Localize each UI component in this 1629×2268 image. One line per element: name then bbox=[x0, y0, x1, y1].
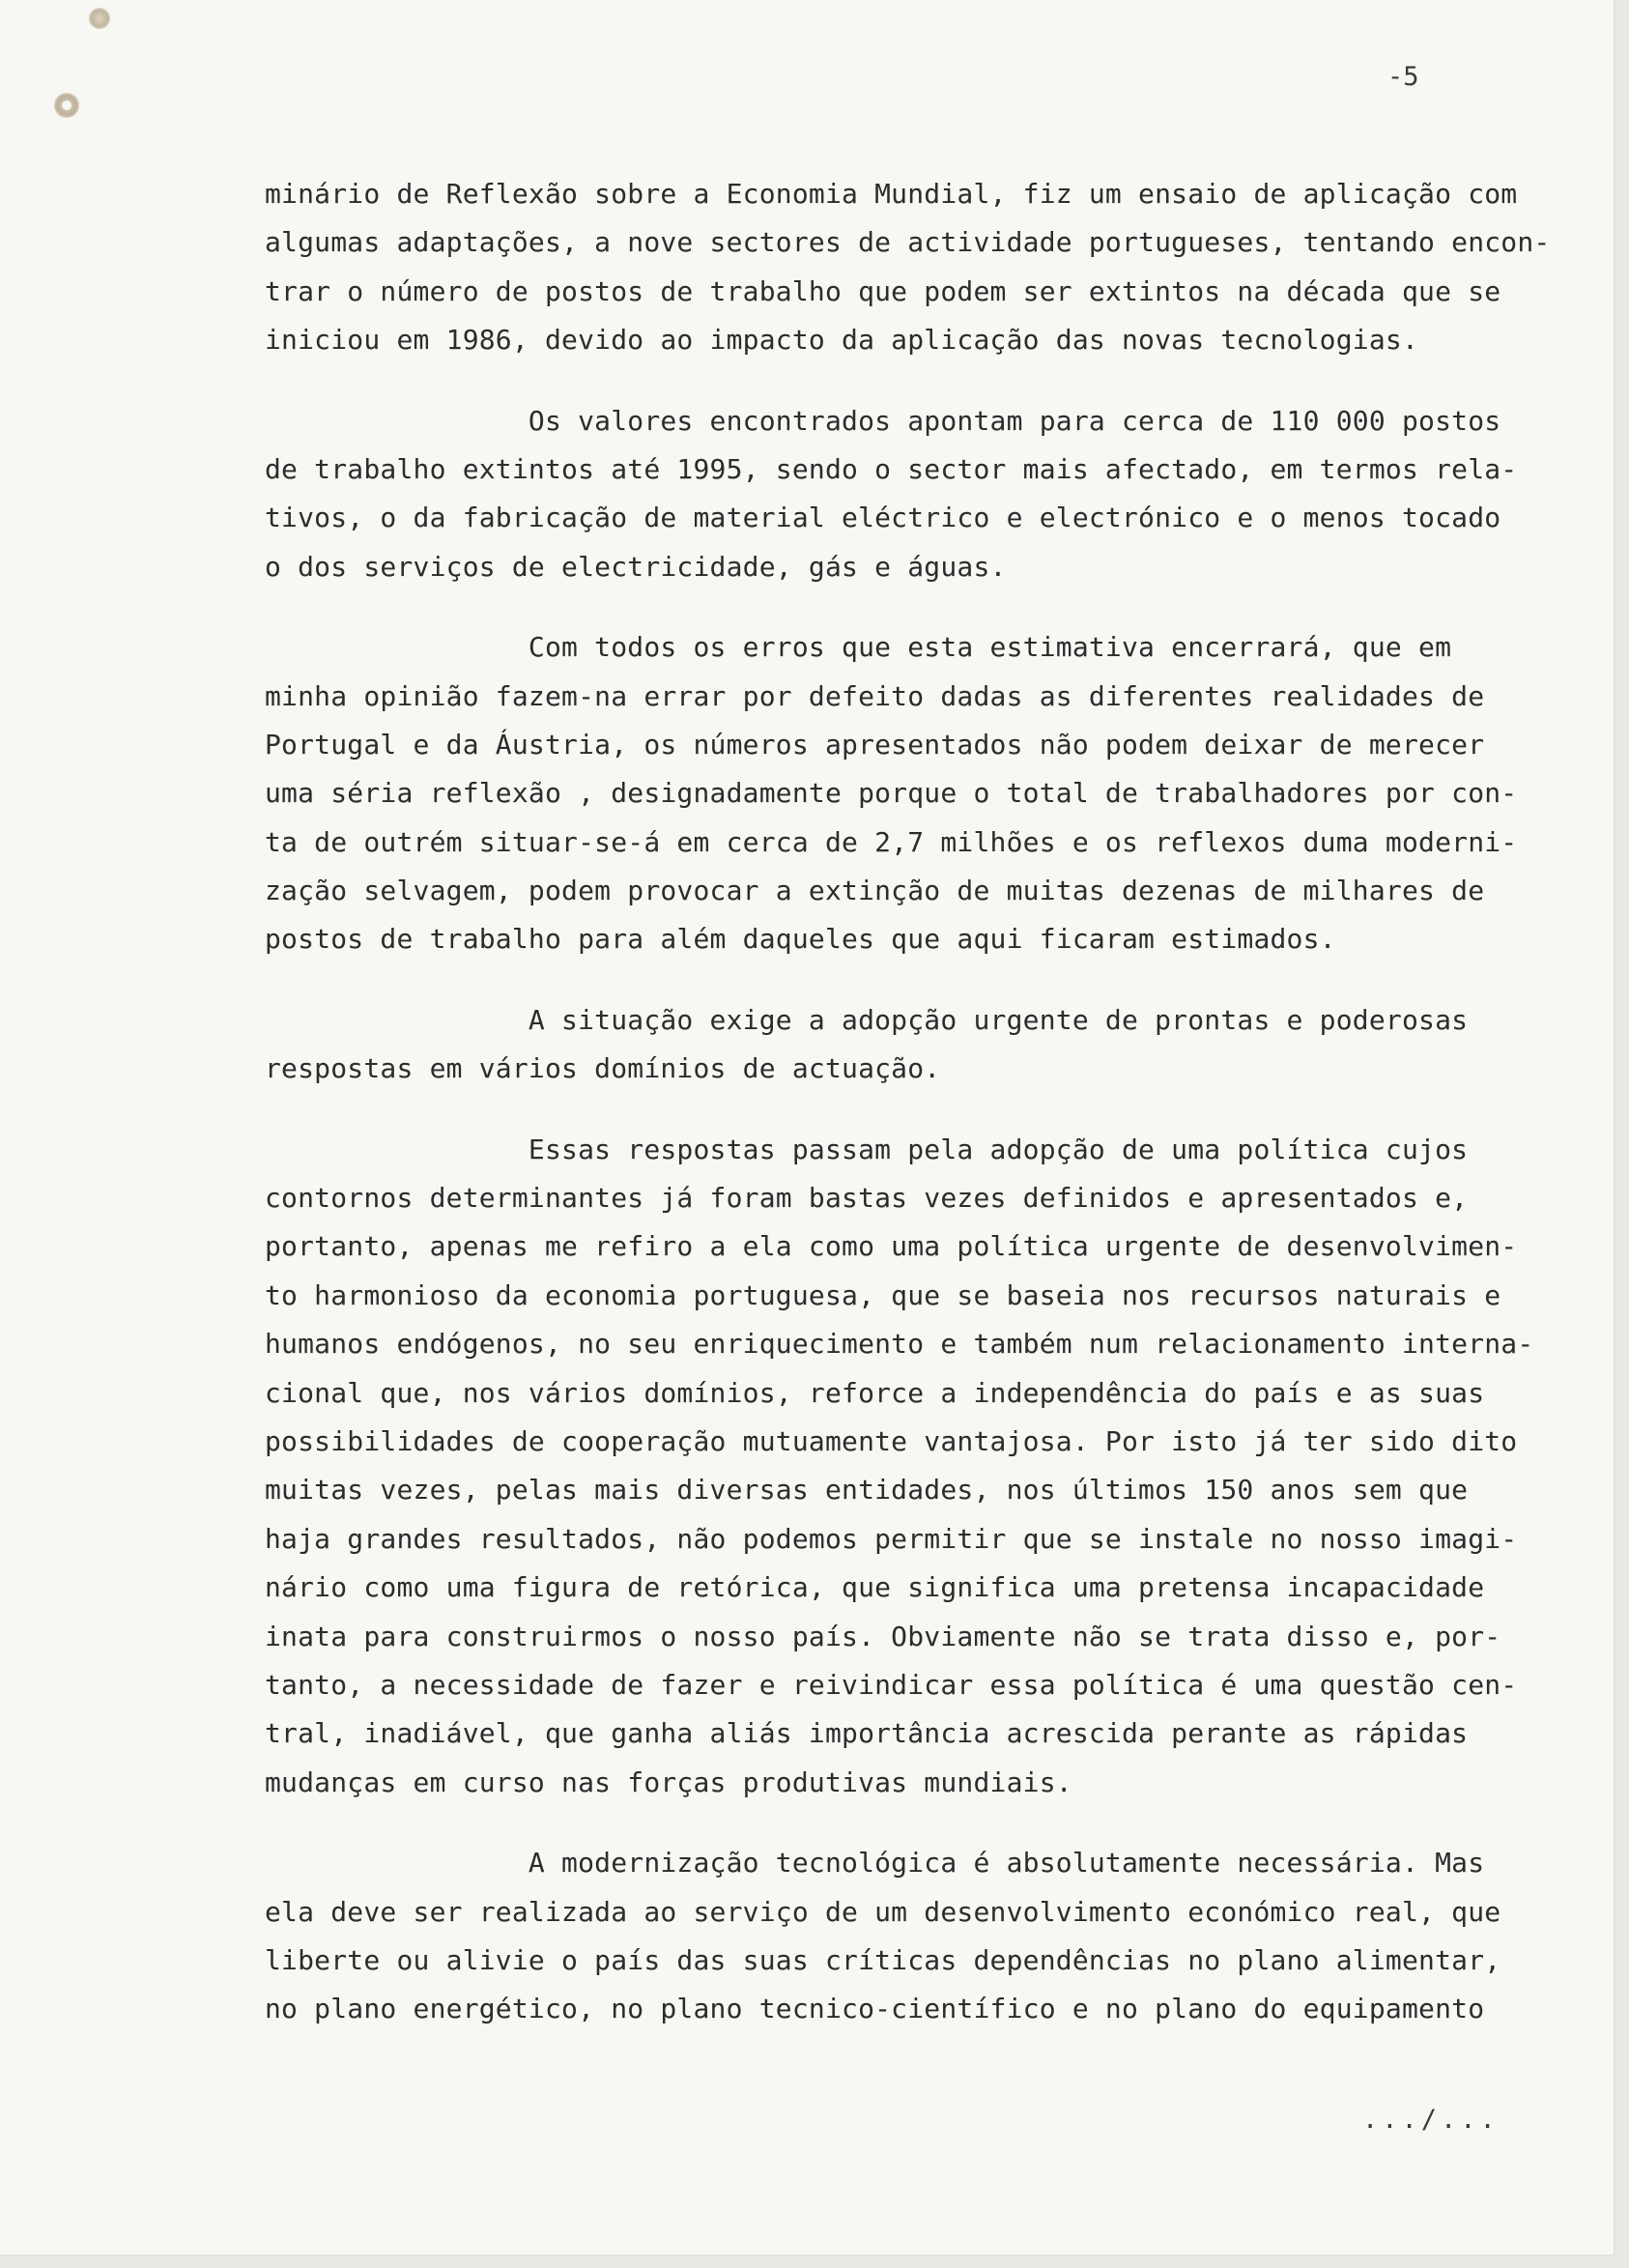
text-line: A modernização tecnológica é absolutamente necessária. Mas bbox=[265, 1847, 1485, 1880]
text-line: respostas em vários domínios de actuação. bbox=[265, 1052, 941, 1085]
text-line: Essas respostas passam pela adopção de uma política cujos bbox=[265, 1133, 1469, 1165]
text-line: Com todos os erros que esta estimativa encerrará, que em bbox=[265, 631, 1452, 664]
text-line: liberte ou alivie o país das suas críticas dependências no plano alimentar, bbox=[265, 1943, 1501, 1976]
text-line: trar o número de postos de trabalho que podem ser extintos na década que se bbox=[265, 274, 1501, 307]
text-line: zação selvagem, podem provocar a extinção de muitas dezenas de milhares de bbox=[265, 875, 1485, 907]
text-line: de trabalho extintos até 1995, sendo o sector mais afectado, em termos rela- bbox=[265, 452, 1518, 485]
text-line: iniciou em 1986, devido ao impacto da aplicação das novas tecnologias. bbox=[265, 324, 1419, 357]
text-line: ta de outrém situar-se-á em cerca de 2,7 milhões e os reflexos duma moderni- bbox=[265, 825, 1518, 858]
punch-hole-mark bbox=[89, 8, 110, 29]
punch-hole-mark bbox=[54, 93, 79, 118]
text-line: ela deve ser realizada ao serviço de um desenvolvimento económico real, que bbox=[265, 1895, 1501, 1928]
text-line: Os valores encontrados apontam para cerca de 110 000 postos bbox=[265, 404, 1501, 437]
paragraph bbox=[265, 1839, 1540, 2034]
text-line: postos de trabalho para além daqueles que aqui ficaram estimados. bbox=[265, 923, 1336, 956]
text-line: inata para construirmos o nosso país. Obviamente não se trata disso e, por- bbox=[265, 1620, 1501, 1652]
text-line: A situação exige a adopção urgente de prontas e poderosas bbox=[265, 1003, 1469, 1036]
text-line: minário de Reflexão sobre a Economia Mundial, fiz um ensaio de aplicação com bbox=[265, 178, 1518, 210]
page-number: -5 bbox=[1387, 62, 1419, 92]
text-line: muitas vezes, pelas mais diversas entidades, nos últimos 150 anos sem que bbox=[265, 1474, 1469, 1507]
text-line: uma séria reflexão , designadamente porque o total de trabalhadores por con- bbox=[265, 777, 1518, 810]
text-line: possibilidades de cooperação mutuamente vantajosa. Por isto já ter sido dito bbox=[265, 1424, 1518, 1457]
text-line: mudanças em curso nas forças produtivas mundiais. bbox=[265, 1766, 1072, 1798]
paragraph bbox=[265, 1126, 1540, 1807]
document-body bbox=[265, 170, 1551, 2066]
paragraph bbox=[265, 996, 1540, 1094]
text-line: contornos determinantes já foram bastas vezes definidos e apresentados e, bbox=[265, 1182, 1469, 1215]
continuation-mark: .../... bbox=[1362, 2105, 1500, 2135]
text-line: o dos serviços de electricidade, gás e águas. bbox=[265, 550, 1007, 583]
text-line: cional que, nos vários domínios, reforce a independência do país e as suas bbox=[265, 1376, 1485, 1409]
paragraph bbox=[265, 170, 1551, 365]
text-line: tral, inadiável, que ganha aliás importância acrescida perante as rápidas bbox=[265, 1717, 1469, 1750]
text-line: algumas adaptações, a nove sectores de actividade portugueses, tentando encon- bbox=[265, 226, 1551, 259]
paragraph bbox=[265, 397, 1540, 592]
text-line: to harmonioso da economia portuguesa, que se baseia nos recursos naturais e bbox=[265, 1278, 1501, 1311]
text-line: humanos endógenos, no seu enriquecimento e também num relacionamento interna- bbox=[265, 1328, 1534, 1361]
text-line: minha opinião fazem-na errar por defeito dadas as diferentes realidades de bbox=[265, 679, 1485, 712]
text-line: nário como uma figura de retórica, que significa uma pretensa incapacidade bbox=[265, 1571, 1485, 1604]
text-line: portanto, apenas me refiro a ela como uma política urgente de desenvolvimen- bbox=[265, 1230, 1518, 1263]
paragraph bbox=[265, 623, 1540, 964]
text-line: tanto, a necessidade de fazer e reivindicar essa política é uma questão cen- bbox=[265, 1668, 1518, 1701]
text-line: haja grandes resultados, não podemos permitir que se instale no nosso imagi- bbox=[265, 1522, 1518, 1555]
text-line: Portugal e da Áustria, os números apresentados não podem deixar de merecer bbox=[265, 728, 1485, 761]
text-line: tivos, o da fabricação de material eléctrico e electrónico e o menos tocado bbox=[265, 502, 1501, 534]
text-line: no plano energético, no plano tecnico-científico e no plano do equipamento bbox=[265, 1993, 1485, 2025]
